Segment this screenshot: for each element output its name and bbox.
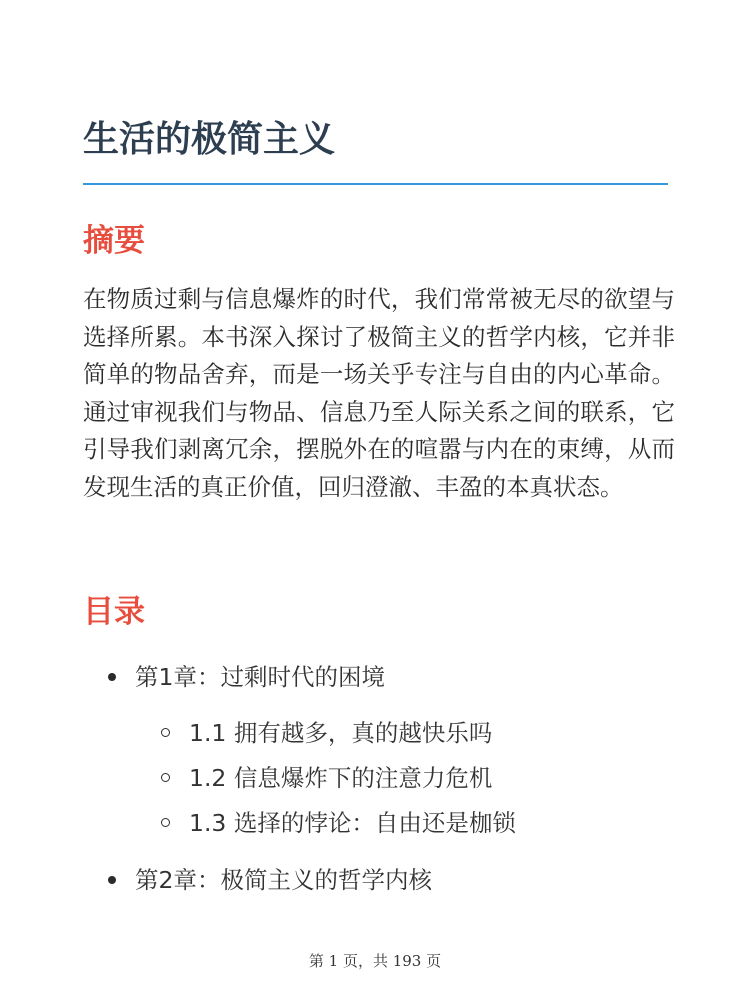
- bullet-disc-icon: [108, 673, 116, 681]
- page-number-footer: 第 1 页，共 193 页: [308, 952, 442, 970]
- book-title: 生活的极简主义: [83, 119, 336, 160]
- toc-heading: 目录: [83, 594, 145, 630]
- toc-section-label: 1.3 选择的悖论：自由还是枷锁: [189, 809, 516, 837]
- bullet-circle-icon: [161, 773, 170, 782]
- toc-section-label: 1.1 拥有越多，真的越快乐吗: [189, 719, 493, 747]
- toc-section-1-2: [189, 762, 492, 794]
- summary-paragraph: 在物质过剩与信息爆炸的时代，我们常常被无尽的欲望与选择所累。本书深入探讨了极简主义的哲学内核，它并非简单的物品舍弃，而是一场关乎专注与自由的内心革命。通过审视我们与物品、信息乃至人际关系之间的联系，它引导我们剥离冗余，摆脱外在的喧嚣与内在的束缚，从而发现生活的真正价值，回归澄澈、丰盈的本真状态。: [83, 285, 675, 501]
- title-divider: [83, 183, 668, 185]
- toc-chapter-label: 第1章：过剩时代的困境: [135, 663, 385, 691]
- toc-chapter-2: [135, 864, 432, 896]
- bullet-circle-icon: [161, 818, 170, 827]
- summary-heading: 摘要: [83, 223, 145, 259]
- toc-section-1-3: [189, 807, 516, 839]
- toc-section-label: 1.2 信息爆炸下的注意力危机: [189, 764, 493, 792]
- bullet-disc-icon: [108, 876, 116, 884]
- bullet-circle-icon: [161, 728, 170, 737]
- toc-chapter-1: [135, 661, 385, 693]
- toc-chapter-label: 第2章：极简主义的哲学内核: [135, 866, 432, 894]
- toc-section-1-1: [189, 717, 492, 749]
